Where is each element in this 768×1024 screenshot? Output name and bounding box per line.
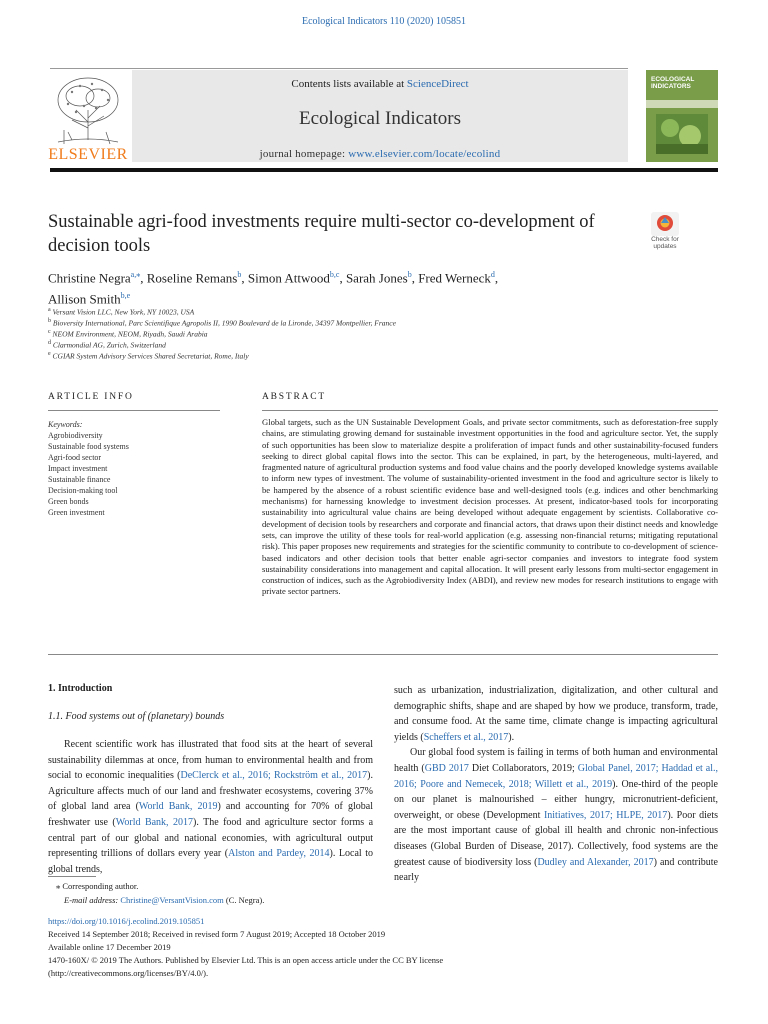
keywords-label: Keywords: xyxy=(48,420,83,429)
body-text: such as urbanization, industrialization, digitalization, and other cultural and demographic shifts, shape and are shaped by how we produce, transform, trade, and consume food. At the same time, climate change is impacting agricultural yields ( xyxy=(394,685,718,743)
citation-link[interactable]: World Bank, 2017 xyxy=(115,816,193,828)
citation-link[interactable]: Dudley and Alexander, 2017 xyxy=(537,856,654,868)
author-name[interactable]: Simon Attwood xyxy=(247,270,330,286)
affiliation xyxy=(48,329,208,339)
body-text: ). Local to global trends, xyxy=(48,848,374,875)
body-text: Our global food system is failing in terms of both human and environmental health ( xyxy=(394,747,718,774)
homepage-line xyxy=(132,148,628,160)
citation-link[interactable]: Global Panel, 2017; Haddad et al., 2016; Poore and Nemecek, 2018; Willett et al., 2019 xyxy=(394,762,718,790)
affiliation-text: CGIAR System Advisory Services Shared Secretariat, Rome, Italy xyxy=(52,351,249,361)
keyword: Agri-food sector xyxy=(48,453,102,462)
footnote-rule xyxy=(48,876,96,877)
affiliation xyxy=(48,318,396,328)
section-heading: 1. Introduction xyxy=(48,683,113,694)
author-name[interactable]: Christine Negra xyxy=(48,270,131,286)
body-text: Recent scientific work has illustrated that food sits at the heart of several sustainability dilemmas at once, from human to environmental health and from social to economic inequalities ( xyxy=(48,739,373,782)
corresponding-author-note: ⁎ Corresponding author. xyxy=(56,881,139,891)
contents-line xyxy=(132,78,628,90)
body-text: ). The food and agriculture sector forms a central part of our global and national economies, with agricultural output representing trillions of dollars every year ( xyxy=(48,816,374,860)
body-column-right xyxy=(394,683,718,886)
homepage-link[interactable]: www.elsevier.com/locate/ecolind xyxy=(348,148,501,160)
citation-link[interactable]: World Bank, 2019 xyxy=(138,801,218,813)
citation-link[interactable]: Initiatives, 2017; HLPE, 2017 xyxy=(543,809,668,821)
author-affiliation-marker[interactable]: d xyxy=(490,270,495,279)
keyword: Green investment xyxy=(48,508,105,517)
body-column-left xyxy=(48,737,373,877)
article-info-rule xyxy=(48,410,220,411)
cover-illustration xyxy=(656,114,708,154)
keyword: Decision-making tool xyxy=(48,486,118,495)
body-text: Diet Collaborators, 2019; xyxy=(468,762,578,774)
subsection-heading: 1.1. Food systems out of (planetary) bounds xyxy=(48,711,225,722)
citation-link[interactable]: Scheffers et al., 2017 xyxy=(423,731,509,743)
author-affiliation-marker[interactable]: b xyxy=(407,270,412,279)
email-label: E-mail address: xyxy=(64,895,121,905)
keyword: Green bonds xyxy=(48,497,89,506)
doi-link[interactable]: https://doi.org/10.1016/j.ecolind.2019.105851 xyxy=(48,916,205,926)
header-bottom-rule xyxy=(50,168,718,172)
citation-link[interactable]: DeClerck et al., 2016; Rockström et al., 2017 xyxy=(180,770,368,782)
article-title: Sustainable agri-food investments require multi-sector co-development of decision tools xyxy=(48,212,595,256)
body-text: ). One-third of the people on our planet is malnourished – either hungry, micronutrient-deficient, overweight, or obese (Development xyxy=(394,778,718,821)
received-dates: Received 14 September 2018; Received in revised form 7 August 2019; Accepted 18 October 2019 xyxy=(48,929,386,939)
abstract-bottom-rule xyxy=(48,654,718,655)
affiliation-marker: d xyxy=(48,340,51,346)
body-paragraph xyxy=(48,737,373,877)
citation-link[interactable]: Alston and Pardey, 2014 xyxy=(228,848,330,860)
abstract-heading: ABSTRACT xyxy=(262,392,327,402)
sciencedirect-link[interactable]: ScienceDirect xyxy=(406,78,469,90)
affiliation-marker: b xyxy=(48,318,51,324)
license-line: 1470-160X/ © 2019 The Authors. Published by Elsevier Ltd. This is an open access article under the CC BY license xyxy=(48,955,444,965)
journal-title: Ecological Indicators xyxy=(299,108,461,129)
keyword: Sustainable food systems xyxy=(48,442,129,451)
email-note xyxy=(64,895,264,905)
author-name[interactable]: Sarah Jones xyxy=(345,270,408,286)
journal-reference[interactable]: Ecological Indicators 110 (2020) 105851 xyxy=(301,16,467,27)
affiliation xyxy=(48,340,166,350)
affiliation-text: NEOM Environment, NEOM, Riyadh, Saudi Arabia xyxy=(52,329,208,339)
email-suffix: (C. Negra). xyxy=(223,895,265,905)
author-name[interactable]: Fred Werneck xyxy=(418,270,491,286)
contents-prefix: Contents lists available at xyxy=(291,78,407,90)
email-link[interactable]: Christine@VersantVision.com xyxy=(120,895,224,905)
affiliation-text: Clarmondial AG, Zurich, Switzerland xyxy=(52,340,166,350)
affiliation-marker: e xyxy=(48,351,51,357)
author-affiliation-marker[interactable]: b,c xyxy=(329,270,340,279)
author-name[interactable]: Roseline Remans xyxy=(146,270,238,286)
author-affiliation-marker[interactable]: b xyxy=(237,270,242,279)
check-for-updates-label[interactable]: Check for updates xyxy=(651,236,679,250)
author-name[interactable]: Allison Smith xyxy=(48,291,121,307)
body-text: ). xyxy=(508,731,515,743)
affiliation xyxy=(48,307,194,317)
keyword: Impact investment xyxy=(48,464,108,473)
body-text: ). Poor diets are the most important cause of global ill health and chronic non-infectious diseases (Global Burden of Disease, 2017). Collectively, food systems are the greatest cause of biodiversity loss ( xyxy=(394,809,718,868)
body-paragraph xyxy=(394,683,718,745)
body-text: ). Agriculture affects much of our land and freshwater ecosystems, covering 37% of global land area ( xyxy=(48,770,373,813)
body-paragraph xyxy=(394,745,718,885)
abstract-rule xyxy=(262,410,718,411)
cover-title: ECOLOGICAL INDICATORS xyxy=(651,76,695,90)
author-affiliation-marker[interactable]: b,e xyxy=(120,291,131,301)
affiliation-text: Bioversity International, Parc Scientifique Agropolis II, 1990 Boulevard de la Lironde, 34397 Montpellier, France xyxy=(52,318,396,328)
abstract-text: Global targets, such as the UN Sustainable Development Goals, and private sector commitments, such as deforestation-free supply chains, are stimulating growing demand for sustainable investment opportunities in the food and agriculture sector. Yet, the supply of such opportunities has been slow to materialize despite a proliferation of impact funds and other sustainability-focused funders seeking to direct global capital flows into the sector. This can be explained, in part, by the heterogeneous, multi-layered, and fragmented nature of agricultural production systems and food value chains and the poorly developed knowledge systems available to inform new types of investment. The volume of sustainability-oriented investment in the food and agriculture sector is likely to be hampered by the absence of a robust scientific evidence base and well-designed tools (e.g. indices and other benchmarking mechanisms) for harnessing knowledge to investment decision processes. At present, indicator-based tools for incorporating sustainability into agricultural value chains are being developed without adequate engagement by scientists. Collaborative co-development of decision tools by researchers and corporate and financial actors, that draws upon their distinct needs and knowledge sets, can improve the utility of these tools for real-world application (e.g. assessing non-financial returns; mitigating reputational risk). This paper proposes new requirements and strategies for the scientific community to contribute to co-development of science-based indicators and other decision tools that better enable agri-sector companies and investors to integrate food system sustainability considerations into management and capital allocation. It will present early lessons from multi-sector engagement in construction of indices, such as the Agrobiodiversity Index (ABDI), and review new modes for research institutions to engage with private sector partners. xyxy=(262,417,718,597)
author-affiliation-marker[interactable]: a,⁎ xyxy=(130,270,141,279)
header-top-rule xyxy=(50,68,628,69)
affiliation-text: Versant Vision LLC, New York, NY 10023, USA xyxy=(52,307,195,317)
affiliation xyxy=(48,351,249,361)
license-url[interactable]: (http://creativecommons.org/licenses/BY/4.0/). xyxy=(48,968,209,978)
elsevier-wordmark: ELSEVIER xyxy=(48,146,128,163)
body-text: ) and contribute nearly xyxy=(394,856,718,884)
homepage-prefix: journal homepage: xyxy=(259,148,349,160)
journal-cover-image[interactable] xyxy=(646,70,718,162)
cover-band xyxy=(646,100,718,108)
article-info-heading: ARTICLE INFO xyxy=(48,392,134,402)
affiliation-marker: c xyxy=(48,329,51,335)
citation-link[interactable]: GBD 2017 xyxy=(424,762,469,774)
affiliation-marker: a xyxy=(48,307,51,313)
body-text: ) and accounting for 70% of global freshwater use ( xyxy=(48,801,373,828)
author-list: Christine Negra$^{a,⁎}$, Roseline Remans$^b$, Simon Attwood$^{b,c}$, Sarah Jones$^b$, Fred Werneck$^d$, Allison Smith$^{b,e}$ xyxy=(48,270,499,307)
online-date: Available online 17 December 2019 xyxy=(48,942,171,952)
keyword: Sustainable finance xyxy=(48,475,111,484)
keyword: Agrobiodiversity xyxy=(48,431,103,440)
